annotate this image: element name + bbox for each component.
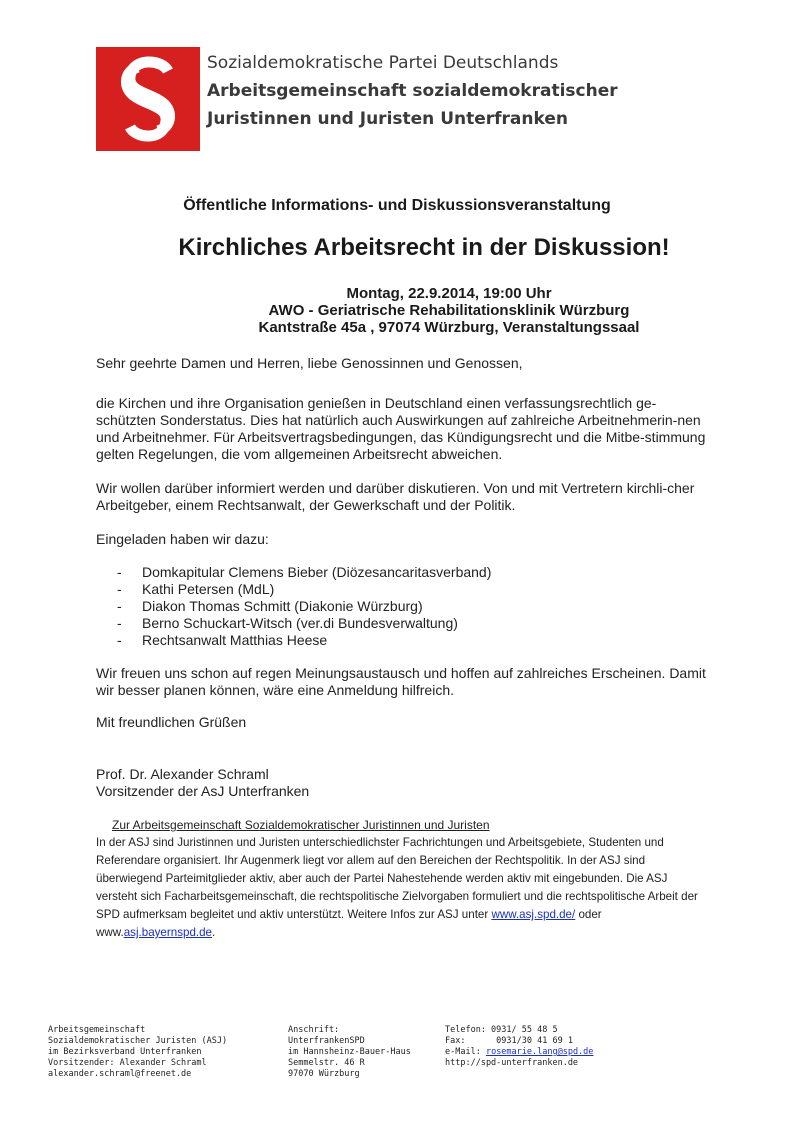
speaker-name: Kathi Petersen (MdL) (142, 581, 275, 597)
party-name: Sozialdemokratische Partei Deutschlands (207, 53, 559, 73)
footer-line: Arbeitsgemeinschaft (48, 1025, 146, 1035)
bullet-dash: - (117, 564, 122, 580)
footer-line: Anschrift: (288, 1025, 340, 1035)
footer-line: 97070 Würzburg (288, 1069, 360, 1079)
about-end: . (212, 926, 216, 939)
event-title: Kirchliches Arbeitsrecht in der Diskussion! (178, 234, 670, 261)
letter-paragraph-2: Wir wollen darüber informiert werden und darüber diskutieren. Von und mit Vertretern kirchli-cher Arbeitgeber, einem Rechtsanwalt, der Gewerkschaft und der Politik. (96, 480, 695, 513)
event-venue: AWO - Geriatrische Rehabilitationsklinik Würzburg (268, 302, 630, 319)
about-text (96, 834, 708, 942)
speaker-name: Domkapitular Clemens Bieber (Diözesancaritasverband) (142, 564, 492, 580)
signer-name: Prof. Dr. Alexander Schraml (96, 766, 269, 782)
organization-header (207, 52, 618, 136)
speaker-list (117, 564, 491, 649)
footer-address (288, 1025, 411, 1080)
footer-line: im Hannsheinz-Bauer-Haus (288, 1047, 411, 1057)
about-heading: Zur Arbeitsgemeinschaft Sozialdemokratischer Juristinnen und Juristen (112, 818, 490, 832)
letter-paragraph-3: Wir freuen uns schon auf regen Meinungsaustausch und hoffen auf zahlreiches Erscheinen. Damit wir besser planen können, wäre eine Anmeldung hilfreich. (96, 665, 706, 698)
signature-block (96, 766, 706, 800)
footer-email-row (445, 1047, 593, 1058)
footer-email-label: e-Mail: (445, 1047, 486, 1057)
spd-paragraph-logo (96, 47, 200, 151)
footer-phone: Telefon: 0931/ 55 48 5 (445, 1025, 558, 1035)
speaker-item (117, 564, 491, 581)
signer-role: Vorsitzender der AsJ Unterfranken (96, 783, 310, 799)
event-subtitle: Öffentliche Informations- und Diskussionsveranstaltung (183, 197, 611, 214)
about-between: oder www. (96, 908, 602, 939)
footer-fax: Fax: 0931/30 41 69 1 (445, 1036, 573, 1046)
bullet-dash: - (117, 615, 122, 631)
working-group-region: Juristinnen und Juristen Unterfranken (207, 109, 568, 129)
letter-closing: Mit freundlichen Grüßen (96, 714, 247, 730)
speaker-name: Rechtsanwalt Matthias Heese (142, 632, 328, 648)
footer-line: Semmelstr. 46 R (288, 1058, 365, 1068)
about-body: In der ASJ sind Juristinnen und Juristen unterschiedlichster Fachrichtungen und Arbeitsgebiete, Studenten und Referendare organisiert. Ihr Augenmerk liegt vor allem auf den Bereichen der Rechtspolitik. In der ASJ sind überwiegend Parteimitglieder aktiv, aber auch der Partei Nahestehende werden aktiv mit eingebunden. Die ASJ versteht sich Facharbeitsgemeinschaft, die rechtspolitische Zielvorgaben formuliert und die rechtspolitische Arbeit der SPD aufmerksam begleitet und aktiv unterstützt. Weitere Infos zur ASJ unter (96, 836, 698, 921)
speaker-item (117, 598, 491, 615)
footer-line: alexander.schraml@freenet.de (48, 1069, 192, 1079)
speaker-item (117, 632, 491, 649)
speaker-item (117, 615, 491, 632)
footer-line: Vorsitzender: Alexander Schraml (48, 1058, 207, 1068)
footer-email-link[interactable]: rosemarie.lang@spd.de (485, 1047, 594, 1057)
bullet-dash: - (117, 598, 122, 614)
event-address: Kantstraße 45a , 97074 Würzburg, Veranstaltungssaal (258, 319, 640, 336)
asj-bayernspd-link[interactable]: asj.bayernspd.de (123, 926, 213, 939)
bullet-dash: - (117, 632, 122, 648)
footer-organization (48, 1025, 227, 1080)
event-details (0, 285, 794, 336)
footer-line: UnterfrankenSPD (288, 1036, 365, 1046)
invited-intro: Eingeladen haben wir dazu: (96, 531, 269, 547)
paragraph-icon (96, 47, 200, 151)
speaker-item (117, 581, 491, 598)
footer-line: Sozialdemokratischer Juristen (ASJ) (48, 1036, 228, 1046)
event-date: Montag, 22.9.2014, 19:00 Uhr (346, 285, 552, 302)
footer-web[interactable]: http://spd-unterfranken.de (445, 1058, 579, 1068)
working-group-name: Arbeitsgemeinschaft sozialdemokratischer (207, 81, 618, 101)
speaker-name: Diakon Thomas Schmitt (Diakonie Würzburg) (142, 598, 423, 614)
letter-greeting: Sehr geehrte Damen und Herren, liebe Genossinnen und Genossen, (96, 355, 523, 371)
speaker-name: Berno Schuckart-Witsch (ver.di Bundesverwaltung) (142, 615, 458, 631)
bullet-dash: - (117, 581, 122, 597)
footer-contact (445, 1025, 593, 1069)
footer-line: im Bezirksverband Unterfranken (48, 1047, 202, 1057)
asj-spd-link[interactable]: www.asj.spd.de/ (491, 908, 576, 921)
letter-paragraph-1: die Kirchen und ihre Organisation genießen in Deutschland einen verfassungsrechtlich ge-schützten Sonderstatus. Dies hat natürlich auch Auswirkungen auf zahlreiche Arbeitnehmerin-nen und Arbeitnehmer. Für Arbeitsvertragsbedingungen, das Kündigungsrecht und die Mitbe-stimmung gelten Regelungen, die vom allgemeinen Arbeitsrecht abweichen. (96, 395, 706, 462)
